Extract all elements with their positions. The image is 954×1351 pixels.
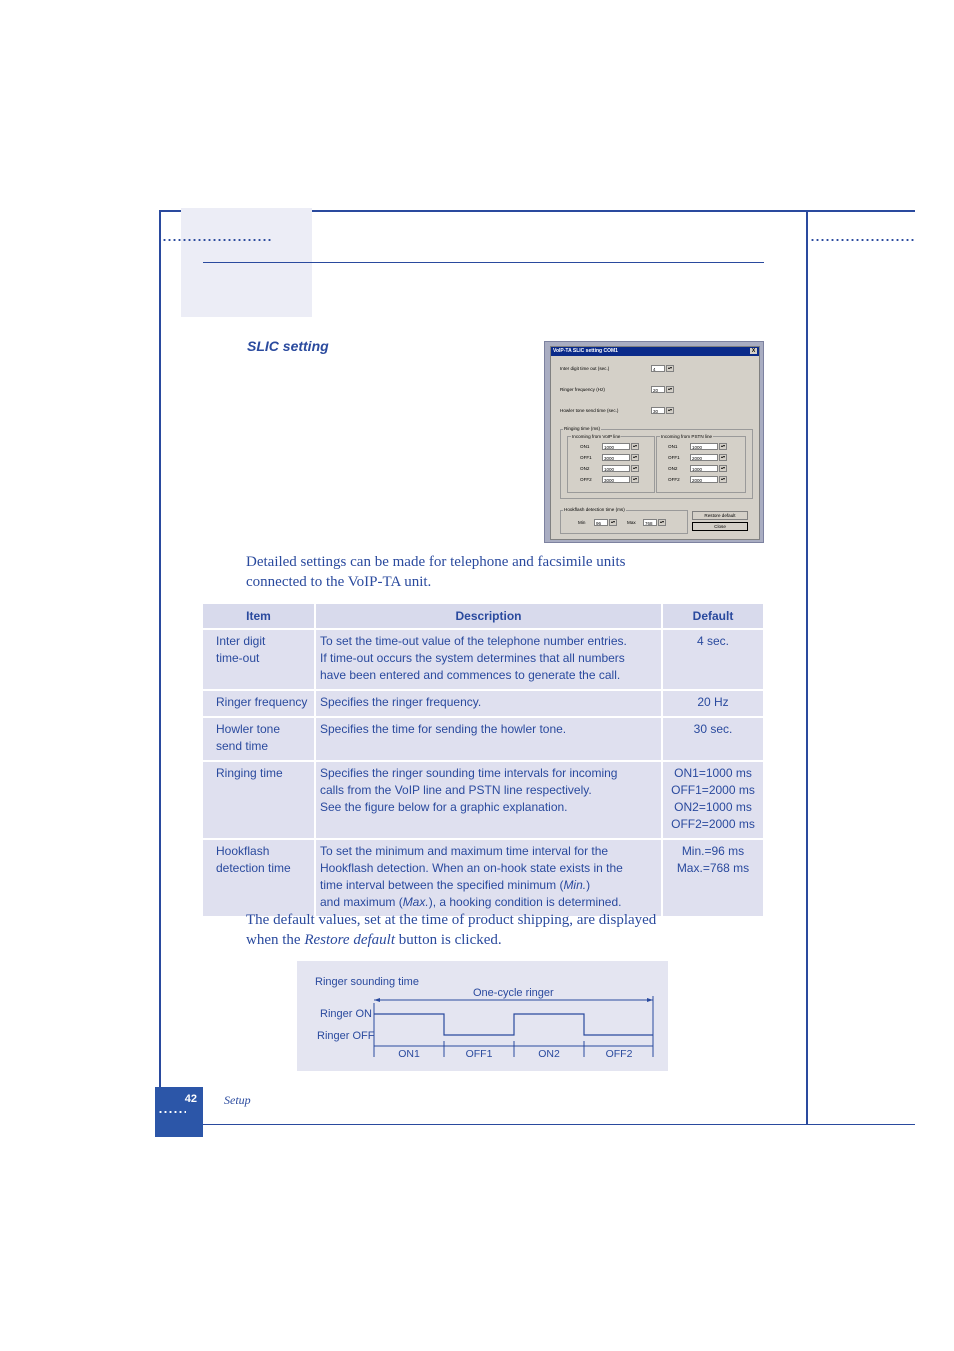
dialog-title-bar <box>551 347 759 356</box>
page-number-box <box>155 1087 203 1137</box>
pstn-off1-input[interactable]: 2000 <box>690 454 718 461</box>
description-emphasis: Min. <box>563 878 587 892</box>
voip-on2-spinner[interactable]: ▴▾ <box>632 465 637 470</box>
closing-line <box>246 930 786 950</box>
voip-off1-label: OFF1 <box>580 455 592 460</box>
max-spinner[interactable]: ▴▾ <box>659 519 664 524</box>
voip-off2-spinner[interactable]: ▴▾ <box>632 476 637 481</box>
ringer-timing-diagram <box>297 961 668 1071</box>
settings-table <box>203 604 763 918</box>
row-default <box>663 762 763 840</box>
segment-label-off1: OFF1 <box>465 1048 493 1060</box>
pstn-off1-spinner[interactable]: ▴▾ <box>720 454 725 459</box>
page-number: 42 <box>184 1093 197 1105</box>
dialog-window <box>550 346 760 540</box>
row-item <box>203 762 316 840</box>
default-line: ON2=1000 ms <box>674 800 752 814</box>
closing-text: button is clicked. <box>395 932 502 948</box>
frame-right-line <box>806 210 808 1125</box>
howler-tone-label: Howler tone send time (sec.) <box>560 408 619 413</box>
description-line: Specifies the time for sending the howler tone. <box>320 722 567 736</box>
inter-digit-input[interactable]: 4 <box>651 365 665 372</box>
row-item <box>203 718 316 762</box>
pstn-group-label: Incoming from PSTN line <box>661 434 713 439</box>
intro-line: connected to the VoIP-TA unit. <box>246 574 432 590</box>
pstn-off2-spinner[interactable]: ▴▾ <box>720 476 725 481</box>
description-text: time interval between the specified minimum ( <box>320 878 564 892</box>
pstn-on1-input[interactable]: 1000 <box>690 443 718 450</box>
voip-off2-input[interactable]: 3000 <box>602 476 630 483</box>
closing-paragraph <box>246 910 786 950</box>
table-row <box>203 840 763 918</box>
description-text: and maximum ( <box>320 895 403 909</box>
description-line: Specifies the ringer sounding time intervals for incoming <box>320 766 618 780</box>
pstn-on2-input[interactable]: 1000 <box>690 465 718 472</box>
voip-on1-label: ON1 <box>580 444 590 449</box>
one-cycle-label: One-cycle ringer <box>473 987 554 999</box>
row-item <box>203 840 316 918</box>
diagram-title: Ringer sounding time <box>315 976 419 988</box>
description-text: ) <box>586 878 591 892</box>
pstn-off1-label: OFF1 <box>668 455 680 460</box>
intro-line: Detailed settings can be made for telephone and facsimile units <box>246 554 626 570</box>
description-line: See the figure below for a graphic explanation. <box>320 800 568 814</box>
howler-tone-spinner[interactable]: ▴▾ <box>667 407 672 412</box>
table-row <box>203 718 763 762</box>
voip-off1-input[interactable]: 3000 <box>602 454 630 461</box>
timing-diagram-svg <box>297 961 668 1071</box>
dotted-rule-left <box>162 239 272 241</box>
row-description <box>316 691 663 718</box>
item-line: time-out <box>216 651 260 665</box>
voip-off1-spinner[interactable]: ▴▾ <box>632 454 637 459</box>
row-description <box>316 630 663 691</box>
default-line: OFF2=2000 ms <box>671 817 755 831</box>
table-row <box>203 762 763 840</box>
item-line: Inter digit <box>216 634 266 648</box>
row-item <box>203 630 316 691</box>
ringer-frequency-label: Ringer frequency (Hz) <box>560 387 605 392</box>
row-description <box>316 840 663 918</box>
default-line: OFF1=2000 ms <box>671 783 755 797</box>
howler-tone-input[interactable]: 30 <box>651 407 665 414</box>
inter-digit-label: Inter digit time out (sec.) <box>560 366 610 371</box>
item-line: Hookflash <box>216 844 270 858</box>
pstn-off2-label: OFF2 <box>668 477 680 482</box>
voip-on1-spinner[interactable]: ▴▾ <box>632 443 637 448</box>
header-item: Item <box>203 604 316 630</box>
description-text: ), a hooking condition is determined. <box>428 895 622 909</box>
close-icon[interactable]: X <box>751 348 756 354</box>
dialog-title: VoIP-TA SLIC setting COM1 <box>553 348 618 354</box>
segment-label-on2: ON2 <box>538 1048 560 1060</box>
footer-dots <box>158 1111 186 1113</box>
voip-on1-input[interactable]: 1000 <box>602 443 630 450</box>
min-label: Min <box>578 520 586 525</box>
closing-line: The default values, set at the time of product shipping, are displayed <box>246 912 657 928</box>
row-description <box>316 762 663 840</box>
section-heading: SLIC setting <box>247 338 329 354</box>
description-emphasis: Max. <box>402 895 429 909</box>
voip-on2-label: ON2 <box>580 466 590 471</box>
min-spinner[interactable]: ▴▾ <box>610 519 615 524</box>
ringer-frequency-input[interactable]: 20 <box>651 386 665 393</box>
row-default <box>663 691 763 718</box>
row-default <box>663 630 763 691</box>
inter-digit-spinner[interactable]: ▴▾ <box>667 365 672 370</box>
ringer-waveform <box>374 1014 653 1035</box>
frame-left-line <box>159 210 161 1090</box>
voip-group-label: Incoming from VoIP line <box>572 434 621 439</box>
description-line <box>320 877 657 894</box>
pstn-on1-label: ON1 <box>668 444 678 449</box>
item-line: send time <box>216 739 269 753</box>
pstn-on1-spinner[interactable]: ▴▾ <box>720 443 725 448</box>
header-rule <box>203 262 764 263</box>
restore-default-button[interactable]: Restore default <box>692 511 748 520</box>
footer-section-label: Setup <box>224 1093 251 1107</box>
intro-paragraph <box>246 552 766 592</box>
row-default <box>663 840 763 918</box>
description-line: Specifies the ringer frequency. <box>320 695 482 709</box>
header-description: Description <box>316 604 663 630</box>
item-line: detection time <box>216 861 291 875</box>
default-line: 20 Hz <box>697 695 729 709</box>
table-row <box>203 630 763 691</box>
description-line: Hookflash detection. When an on-hook state exists in the <box>320 861 623 875</box>
voip-off2-label: OFF2 <box>580 477 592 482</box>
footer-rule <box>203 1124 915 1125</box>
description-line: To set the time-out value of the telephone number entries. <box>320 634 627 648</box>
default-line: ON1=1000 ms <box>674 766 752 780</box>
segment-label-off2: OFF2 <box>605 1048 633 1060</box>
cycle-arrow-left <box>374 998 380 1002</box>
pstn-on2-label: ON2 <box>668 466 678 471</box>
row-item <box>203 691 316 718</box>
ringing-time-label: Ringing time (ms) <box>564 426 600 431</box>
voip-on2-input[interactable]: 1000 <box>602 465 630 472</box>
frame-top-line <box>312 210 915 212</box>
cycle-arrow-right <box>647 998 653 1002</box>
ringer-on-label: Ringer ON <box>320 1008 372 1020</box>
default-line: 30 sec. <box>693 722 733 736</box>
segment-label-on1: ON1 <box>398 1048 420 1060</box>
item-line: Ringing time <box>216 766 283 780</box>
table-header-row <box>203 604 763 630</box>
max-input[interactable]: 768 <box>643 519 657 526</box>
pstn-on2-spinner[interactable]: ▴▾ <box>720 465 725 470</box>
frame-top-left-tick <box>159 210 181 212</box>
description-line: To set the minimum and maximum time interval for the <box>320 844 609 858</box>
dotted-rule-right <box>810 239 914 241</box>
close-button[interactable]: Close <box>692 522 748 531</box>
ringer-frequency-spinner[interactable]: ▴▾ <box>667 386 672 391</box>
min-input[interactable]: 96 <box>594 519 608 526</box>
item-line: Howler tone <box>216 722 281 736</box>
header-default: Default <box>663 604 763 630</box>
max-label: Max <box>627 520 636 525</box>
item-line: Ringer frequency <box>216 695 308 709</box>
description-line: If time-out occurs the system determines that all numbers <box>320 651 625 665</box>
default-line: 4 sec. <box>696 634 729 648</box>
description-line: calls from the VoIP line and PSTN line respectively. <box>320 783 592 797</box>
closing-text: when the <box>246 932 305 948</box>
default-line: Min.=96 ms <box>681 844 745 858</box>
row-description <box>316 718 663 762</box>
ringer-off-label: Ringer OFF <box>317 1030 375 1042</box>
row-default <box>663 718 763 762</box>
description-line <box>320 894 657 911</box>
hookflash-group-label: Hookflash detection time (ms) <box>564 507 625 512</box>
restore-default-mention: Restore default <box>304 932 396 948</box>
table-row <box>203 691 763 718</box>
slic-setting-dialog <box>544 341 764 543</box>
default-line: Max.=768 ms <box>676 861 750 875</box>
description-line: have been entered and commences to generate the call. <box>320 668 621 682</box>
pstn-off2-input[interactable]: 2000 <box>690 476 718 483</box>
